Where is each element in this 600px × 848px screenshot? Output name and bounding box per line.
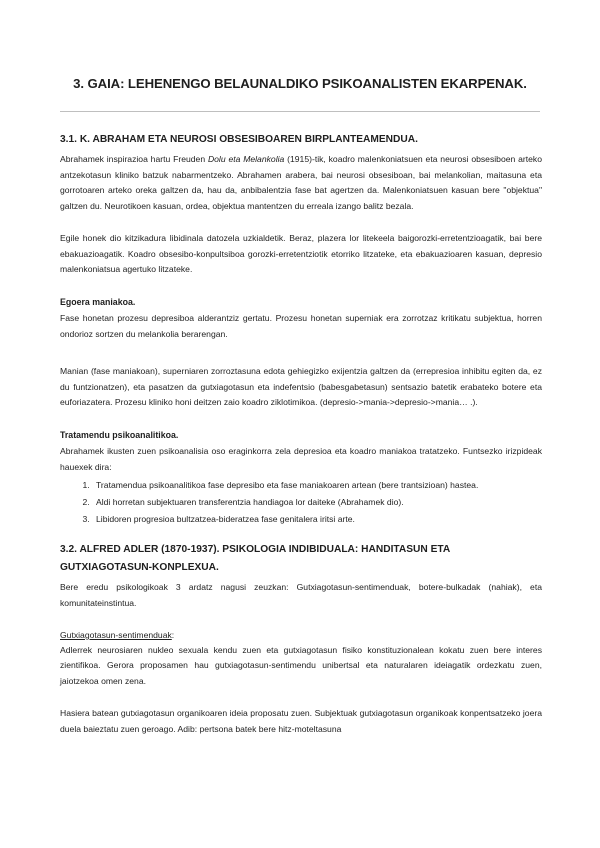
section-2-paragraph-3: Hasiera batean gutxiagotasun organikoaren ideia proposatu zuen. Subjektuak gutxiagotasun organikoak konpentsatzeko joera duela baieztatu zuen geroago. Adib: pertsona batek bere hitz-moteltasuna [60,708,542,734]
p1-text-before: Abrahamek inspirazioa hartu Freuden [60,154,208,164]
section-1-paragraph-2: Egile honek dio kitzikadura libidinala datozela uzkialdetik. Beraz, plazera lor litekeela baigorozki-erretentzioagatik, bai bere ebakuazioagatik. Koadro obsesibo-konpultsiboa gorozki-erretentziotik etorriko litzateke, eta ebakuazioaren kasuan, depresio malenkoniatsua agertuko litzateke. [60,233,542,274]
mania-paragraph-1: Fase honetan prozesu depresiboa alderantziz gertatu. Prozesu honetan superniak era zorrotzaz kritikatu subjektua, horren ondorioz sortzen du melankolia berarengan. [60,313,542,339]
treatment-heading: Tratamendu psikoanalitikoa. [60,429,179,440]
subheading-colon: : [171,630,175,640]
document-body [60,131,542,737]
mania-paragraph-2: Manian (fase maniakoan), superniaren zorroztasuna edota gehiegizko exijentzia galtzen da (errepresioa inhibitu egiten da, ez du funtzionatzen), eta pasatzen da gutxiagotasun eta indefentsio (babesgabetasun) sentsazio batetik erabateko botere eta euforiazatera. Prozesu kliniko honi deitzen zaio koadro ziklotimikoa. (depresio->mania->depresio->mania… .). [60,366,542,407]
title-divider [60,111,540,112]
p1-book-title: Dolu eta Melankolia [207,154,285,164]
list-item: 3. Libidoren progresioa bultzatzea-bideratzea fase genitalera iritsi arte. [92,511,542,528]
section-2-paragraph-2: Adlerrek neurosiaren nukleo sexuala kendu zuen eta gutxiagotasun fisiko konstituzionalean kokatu zuen bere interes zientifikoa. Gerora proposamen hau gutxiagotasun-sentimendu unibertsal eta naturalaren ideiagatik ordezkatu zuen, jaiotzekoa omen zena. [60,644,542,686]
section-2-paragraph-1: Bere eredu psikologikoak 3 ardatz nagusi zeuzkan: Gutxiagotasun-sentimenduak, botere-bulkadak (nahiak), eta komunitateinstintua. [60,582,542,608]
list-item: 2. Aldi horretan subjektuaren transferentzia handiagoa lor daiteke (Abrahamek dio). [92,494,542,511]
section-2-heading: 3.2. ALFRED ADLER (1870-1937). PSIKOLOGIA INDIBIDUALA: HANDITASUN ETA GUTXIAGOTASUN-KONPLEXUA. [60,544,450,573]
inferiority-subheading-text: Gutxiagotasun-sentimenduak [60,630,172,640]
document-title: 3. GAIA: LEHENENGO BELAUNALDIKO PSIKOANALISTEN EKARPENAK. [73,76,527,91]
treatment-paragraph: Abrahamek ikusten zuen psikoanalisia oso eraginkorra zela depresioa eta koadro maniakoa tratatzeko. Funtsezko irizpideak hauexek dira: [60,446,542,472]
list-item: 1. Tratamendua psikoanalitikoa fase depresibo eta fase maniakoaren artean (bere trantsizioan) hastea. [92,477,542,494]
section-1-heading: 3.1. K. ABRAHAM ETA NEUROSI OBSESIBOAREN BIRPLANTEAMENDUA. [60,134,418,145]
p1-text-after: (1915)-tik, koadro malenkoniatsuen eta neurosi obsesiboen arteko antzekotasun kliniko batzuk nabarmentzeko. Abrahamen arabera, bai neurosi obsesiboan, bai melankolian, maitasuna eta gorrotoaren arteko oreka galtzen da, hau da, anbibalentzia fase bat agertzen da. Malenkoniatsuen kasuan bere "objektua" galtzen du. Neurotikoen kasuan, ordea, objektua mantentzen du erreala izango balitz bezala. [60,154,542,211]
inferiority-subheading [60,628,542,643]
treatment-criteria-list [60,477,542,528]
section-1-paragraph-1 [60,152,542,214]
mania-heading: Egoera maniakoa. [60,296,136,307]
